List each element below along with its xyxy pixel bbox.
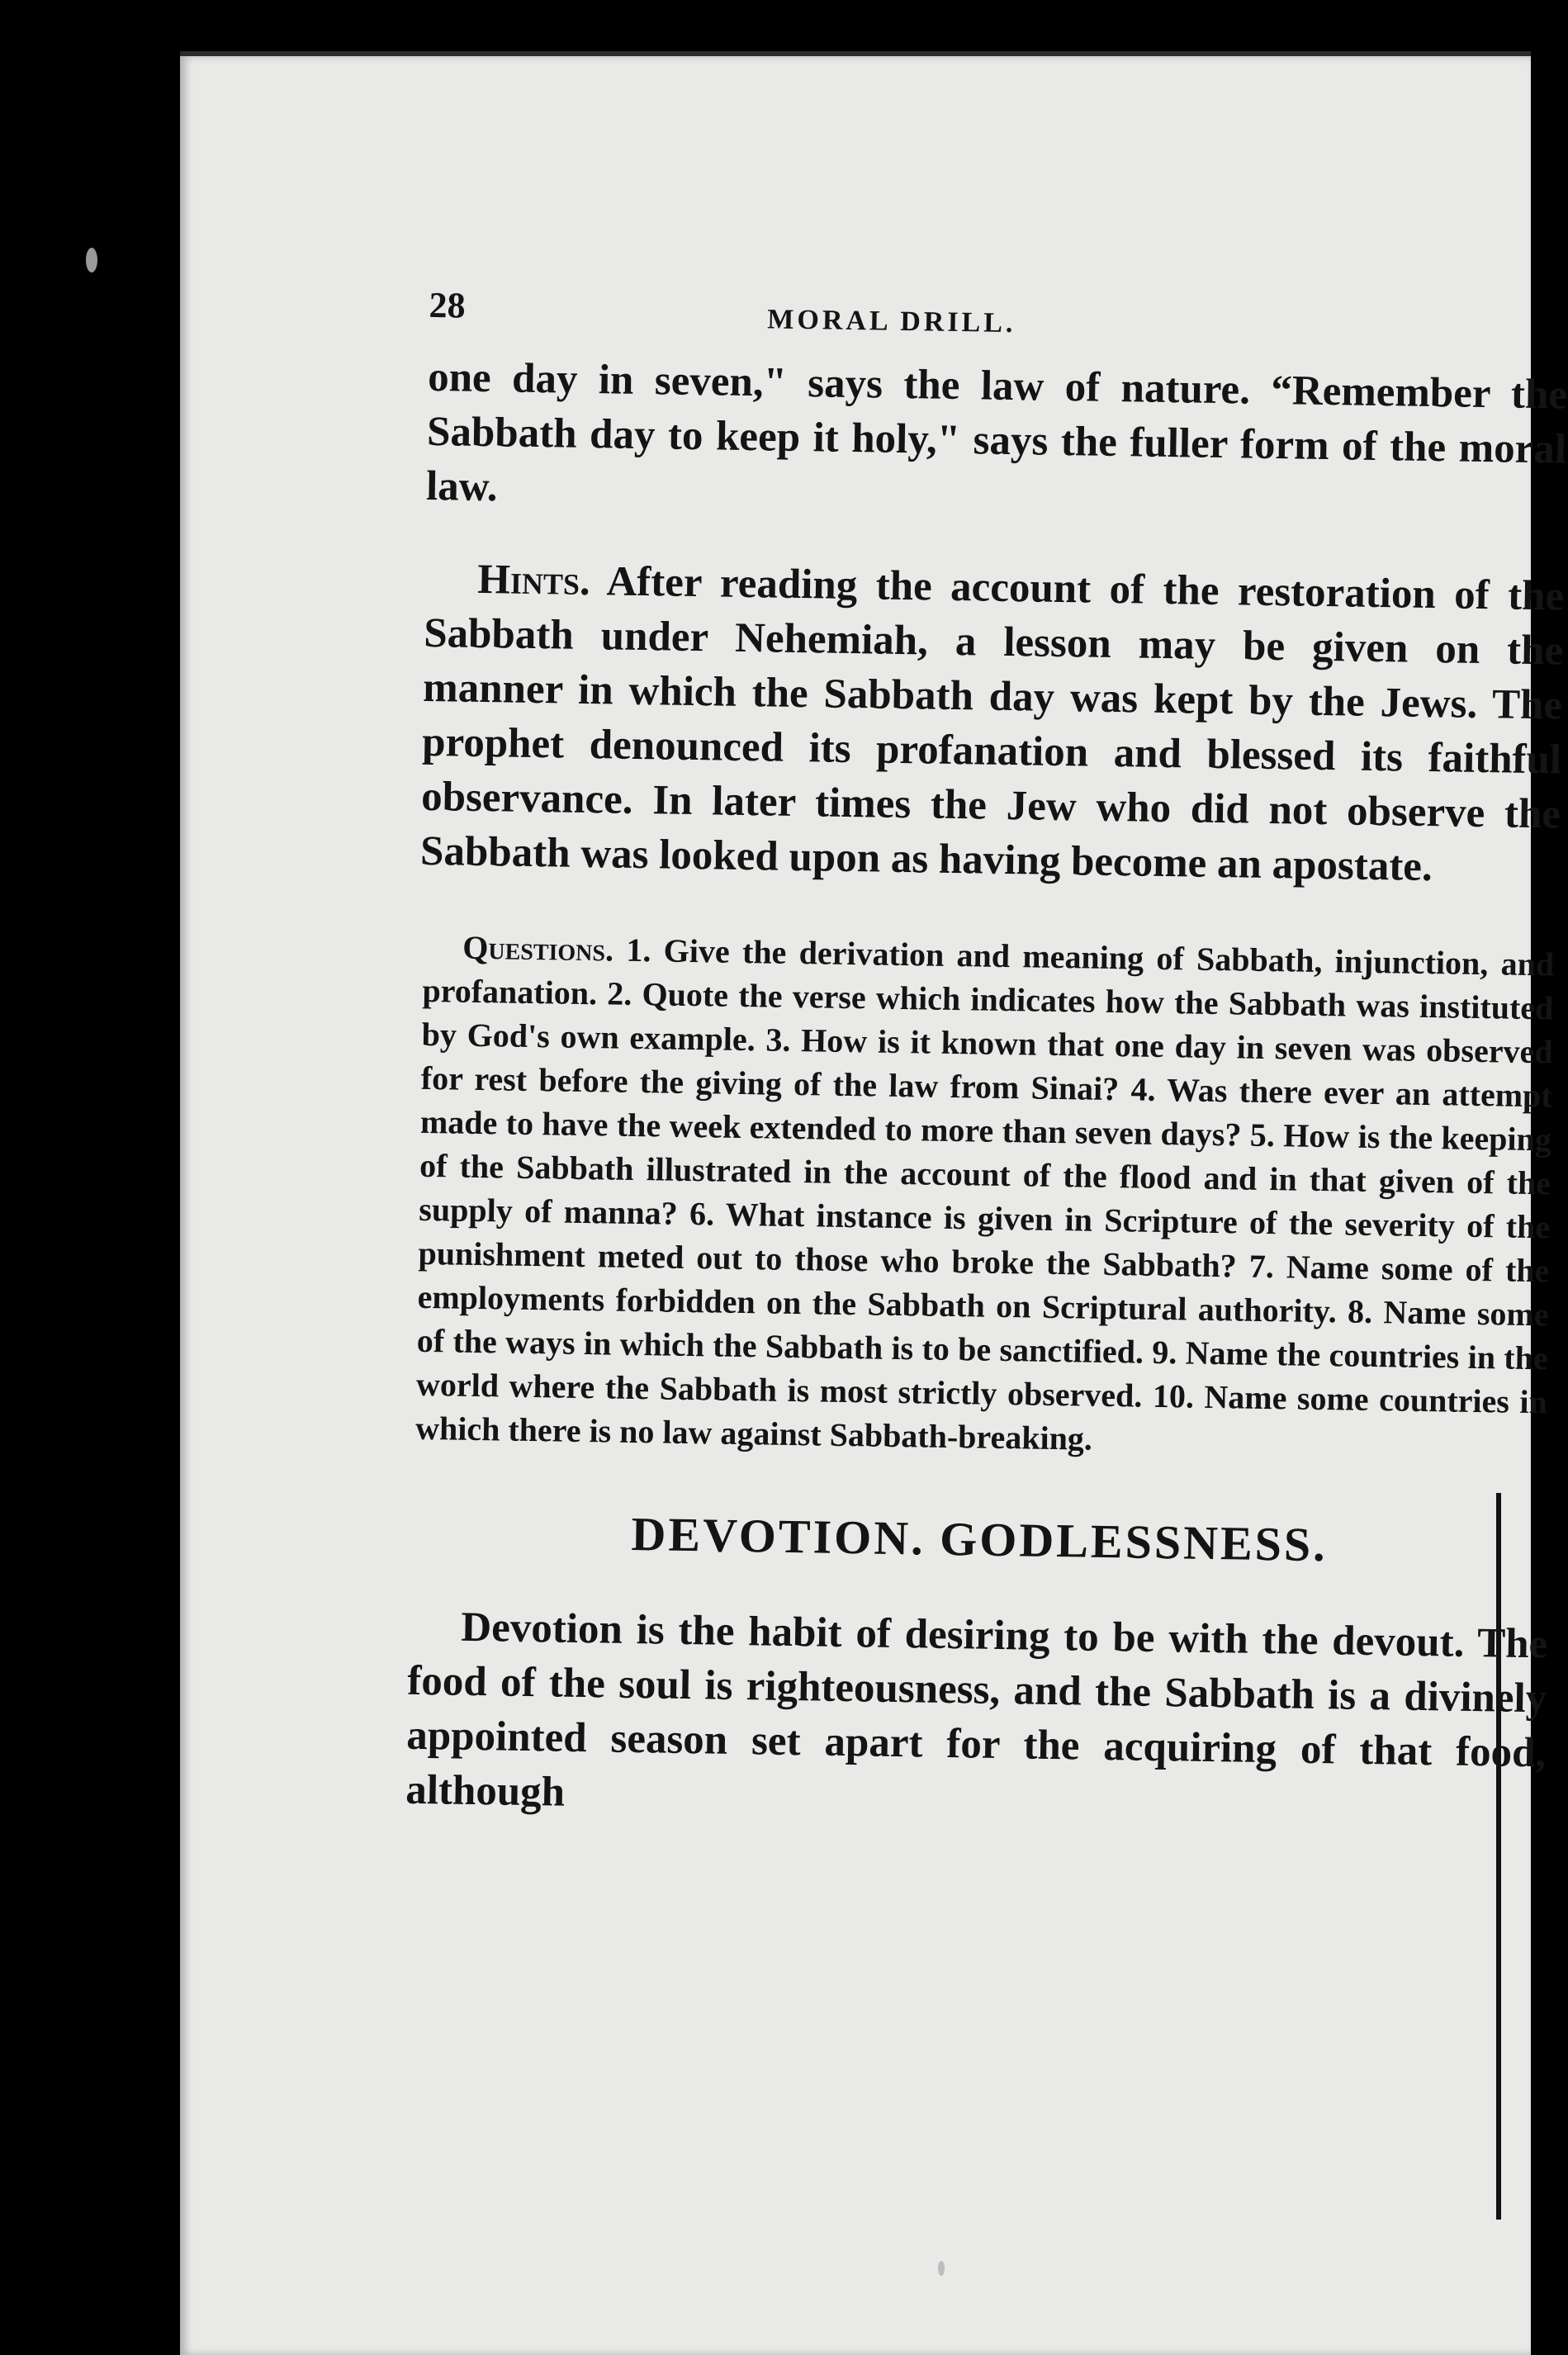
scan-speck [86, 248, 97, 272]
section-heading: DEVOTION. GODLESSNESS. [631, 1506, 1329, 1572]
page-edge-line [1496, 1493, 1501, 2220]
hints-label: Hints. [476, 556, 591, 605]
questions-text: 1. Give the derivation and meaning of Sabbath, injunction, and profanation. 2. Quote the verse which indicates how the Sabbath was instituted by God's own example. 3. How is it known that one day in seven was observed for rest before the giving of the law from Sinai? 4. Was there ever an attempt made to have the week extended to more than seven days? 5. How is the keeping of the Sabbath illustrated in the account of the flood and in that given of the supply of manna? 6. What instance is given in Scripture of the severity of the punishment meted out to those who broke the Sabbath? 7. Name some of the employments forbidden on the Sabbath on Scriptural authority. 8. Name some of the ways in which the Sabbath is to be sanctified. 9. Name the countries in the world where the Sabbath is most strictly observed. 10. Name some countries in which there is no law against Sabbath-breaking. [415, 931, 1555, 1457]
scan-speck [938, 2261, 945, 2276]
running-title: MORAL DRILL. [767, 304, 1016, 339]
questions-label: Questions. [462, 928, 614, 969]
page-number: 28 [429, 284, 466, 326]
paragraph-continuation: one day in seven," says the law of nature. “Remember the Sabbath day to keep it holy," says the fuller form of the moral law. [425, 353, 1568, 511]
hints-text: After reading the account of the restoration of the Sabbath under Nehemiah, a lesson may be given on the manner in which the Sabbath day was kept by the Jews. The prophet denounced its profanation and blessed its faithful observance. In later times the Jew who did not observe the Sabbath was looked upon as having become an apostate. [419, 558, 1565, 891]
devotion-paragraph: Devotion is the habit of desiring to be with the devout. The food of the soul is righteousness, and the Sabbath is a divinely appointed season set apart for the acquiring of that food, although [405, 1604, 1548, 1816]
questions-paragraph [415, 925, 1555, 1467]
page-content [199, 281, 1568, 1831]
hints-paragraph [420, 552, 1565, 897]
